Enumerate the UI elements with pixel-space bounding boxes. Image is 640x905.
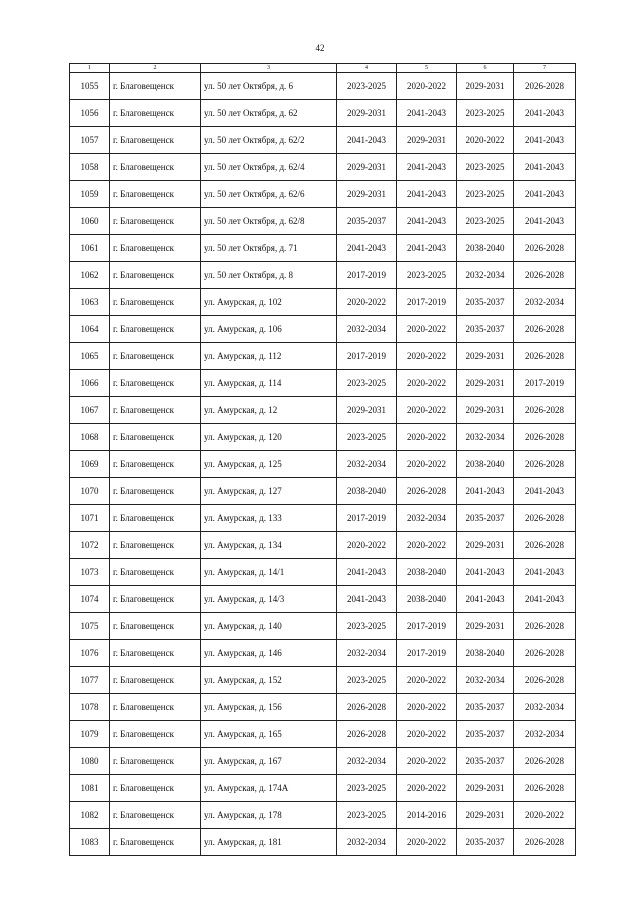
period-cell: 2029-2031	[397, 127, 457, 154]
row-number-cell: 1080	[70, 748, 110, 775]
table-row	[70, 748, 576, 775]
period-cell: 2041-2043	[337, 235, 397, 262]
city-cell: г. Благовещенск	[110, 235, 201, 262]
table-row	[70, 451, 576, 478]
table-row	[70, 478, 576, 505]
table-body	[70, 73, 576, 856]
period-cell: 2038-2040	[457, 640, 514, 667]
period-cell: 2029-2031	[457, 775, 514, 802]
city-cell: г. Благовещенск	[110, 478, 201, 505]
address-cell: ул. Амурская, д. 12	[201, 397, 337, 424]
address-cell: ул. 50 лет Октября, д. 62/4	[201, 154, 337, 181]
period-cell: 2032-2034	[457, 262, 514, 289]
column-header: 7	[514, 64, 576, 73]
city-cell: г. Благовещенск	[110, 208, 201, 235]
city-cell: г. Благовещенск	[110, 424, 201, 451]
period-cell: 2029-2031	[457, 397, 514, 424]
row-number-cell: 1073	[70, 559, 110, 586]
period-cell: 2038-2040	[457, 235, 514, 262]
row-number-cell: 1082	[70, 802, 110, 829]
period-cell: 2020-2022	[337, 289, 397, 316]
city-cell: г. Благовещенск	[110, 343, 201, 370]
period-cell: 2041-2043	[514, 127, 576, 154]
period-cell: 2026-2028	[514, 316, 576, 343]
row-number-cell: 1065	[70, 343, 110, 370]
city-cell: г. Благовещенск	[110, 748, 201, 775]
city-cell: г. Благовещенск	[110, 262, 201, 289]
period-cell: 2014-2016	[397, 802, 457, 829]
address-cell: ул. Амурская, д. 125	[201, 451, 337, 478]
period-cell: 2038-2040	[397, 586, 457, 613]
page-number: 42	[315, 43, 325, 53]
address-cell: ул. Амурская, д. 152	[201, 667, 337, 694]
period-cell: 2035-2037	[337, 208, 397, 235]
period-cell: 2017-2019	[337, 505, 397, 532]
table-row	[70, 667, 576, 694]
period-cell: 2035-2037	[457, 505, 514, 532]
city-cell: г. Благовещенск	[110, 559, 201, 586]
table-row	[70, 316, 576, 343]
period-cell: 2041-2043	[397, 100, 457, 127]
period-cell: 2023-2025	[457, 208, 514, 235]
row-number-cell: 1062	[70, 262, 110, 289]
column-header: 1	[70, 64, 110, 73]
row-number-cell: 1075	[70, 613, 110, 640]
table-row	[70, 370, 576, 397]
period-cell: 2035-2037	[457, 289, 514, 316]
city-cell: г. Благовещенск	[110, 667, 201, 694]
table-row	[70, 100, 576, 127]
period-cell: 2041-2043	[514, 586, 576, 613]
period-cell: 2020-2022	[337, 532, 397, 559]
city-cell: г. Благовещенск	[110, 505, 201, 532]
address-cell: ул. Амурская, д. 165	[201, 721, 337, 748]
period-cell: 2026-2028	[337, 721, 397, 748]
period-cell: 2020-2022	[397, 667, 457, 694]
period-cell: 2020-2022	[397, 370, 457, 397]
period-cell: 2038-2040	[397, 559, 457, 586]
period-cell: 2041-2043	[457, 586, 514, 613]
table-row	[70, 640, 576, 667]
table-row	[70, 154, 576, 181]
period-cell: 2029-2031	[337, 397, 397, 424]
period-cell: 2038-2040	[337, 478, 397, 505]
period-cell: 2023-2025	[457, 154, 514, 181]
period-cell: 2038-2040	[457, 451, 514, 478]
table-row	[70, 775, 576, 802]
period-cell: 2032-2034	[337, 748, 397, 775]
row-number-cell: 1068	[70, 424, 110, 451]
period-cell: 2029-2031	[457, 370, 514, 397]
period-cell: 2035-2037	[457, 316, 514, 343]
period-cell: 2032-2034	[397, 505, 457, 532]
address-cell: ул. 50 лет Октября, д. 62/2	[201, 127, 337, 154]
period-cell: 2032-2034	[337, 829, 397, 856]
period-cell: 2020-2022	[457, 127, 514, 154]
row-number-cell: 1058	[70, 154, 110, 181]
table-row	[70, 829, 576, 856]
period-cell: 2020-2022	[397, 532, 457, 559]
period-cell: 2026-2028	[514, 775, 576, 802]
column-header: 2	[110, 64, 201, 73]
period-cell: 2020-2022	[514, 802, 576, 829]
period-cell: 2041-2043	[514, 181, 576, 208]
period-cell: 2026-2028	[514, 397, 576, 424]
period-cell: 2029-2031	[337, 100, 397, 127]
city-cell: г. Благовещенск	[110, 613, 201, 640]
table-row	[70, 397, 576, 424]
period-cell: 2029-2031	[457, 802, 514, 829]
address-cell: ул. 50 лет Октября, д. 62/8	[201, 208, 337, 235]
period-cell: 2032-2034	[457, 667, 514, 694]
period-cell: 2023-2025	[397, 262, 457, 289]
period-cell: 2041-2043	[397, 154, 457, 181]
period-cell: 2017-2019	[337, 262, 397, 289]
city-cell: г. Благовещенск	[110, 316, 201, 343]
period-cell: 2041-2043	[514, 208, 576, 235]
address-cell: ул. Амурская, д. 174А	[201, 775, 337, 802]
period-cell: 2032-2034	[337, 640, 397, 667]
table-row	[70, 127, 576, 154]
address-cell: ул. Амурская, д. 134	[201, 532, 337, 559]
period-cell: 2029-2031	[457, 73, 514, 100]
row-number-cell: 1072	[70, 532, 110, 559]
table-row	[70, 586, 576, 613]
column-header: 4	[337, 64, 397, 73]
period-cell: 2017-2019	[397, 289, 457, 316]
city-cell: г. Благовещенск	[110, 532, 201, 559]
table-row	[70, 532, 576, 559]
table-row	[70, 505, 576, 532]
period-cell: 2026-2028	[514, 532, 576, 559]
table-row	[70, 343, 576, 370]
address-cell: ул. Амурская, д. 133	[201, 505, 337, 532]
period-cell: 2020-2022	[397, 397, 457, 424]
address-cell: ул. Амурская, д. 102	[201, 289, 337, 316]
city-cell: г. Благовещенск	[110, 775, 201, 802]
row-number-cell: 1057	[70, 127, 110, 154]
period-cell: 2017-2019	[397, 613, 457, 640]
address-cell: ул. Амурская, д. 167	[201, 748, 337, 775]
period-cell: 2026-2028	[514, 262, 576, 289]
period-cell: 2026-2028	[514, 640, 576, 667]
period-cell: 2041-2043	[397, 208, 457, 235]
row-number-cell: 1064	[70, 316, 110, 343]
period-cell: 2020-2022	[397, 343, 457, 370]
table-row	[70, 694, 576, 721]
city-cell: г. Благовещенск	[110, 640, 201, 667]
address-cell: ул. 50 лет Октября, д. 62/6	[201, 181, 337, 208]
period-cell: 2029-2031	[337, 181, 397, 208]
period-cell: 2023-2025	[457, 100, 514, 127]
period-cell: 2023-2025	[337, 370, 397, 397]
address-cell: ул. 50 лет Октября, д. 62	[201, 100, 337, 127]
city-cell: г. Благовещенск	[110, 100, 201, 127]
period-cell: 2026-2028	[514, 613, 576, 640]
period-cell: 2032-2034	[514, 694, 576, 721]
period-cell: 2020-2022	[397, 73, 457, 100]
address-cell: ул. Амурская, д. 140	[201, 613, 337, 640]
row-number-cell: 1083	[70, 829, 110, 856]
period-cell: 2032-2034	[337, 316, 397, 343]
period-cell: 2029-2031	[337, 154, 397, 181]
period-cell: 2041-2043	[397, 235, 457, 262]
period-cell: 2041-2043	[337, 559, 397, 586]
period-cell: 2020-2022	[397, 829, 457, 856]
period-cell: 2035-2037	[457, 829, 514, 856]
period-cell: 2023-2025	[337, 424, 397, 451]
period-cell: 2026-2028	[514, 451, 576, 478]
period-cell: 2017-2019	[514, 370, 576, 397]
row-number-cell: 1076	[70, 640, 110, 667]
period-cell: 2020-2022	[397, 694, 457, 721]
period-cell: 2026-2028	[337, 694, 397, 721]
row-number-cell: 1066	[70, 370, 110, 397]
period-cell: 2026-2028	[514, 667, 576, 694]
city-cell: г. Благовещенск	[110, 181, 201, 208]
period-cell: 2020-2022	[397, 775, 457, 802]
table-row	[70, 262, 576, 289]
column-number-row	[70, 64, 576, 73]
row-number-cell: 1077	[70, 667, 110, 694]
row-number-cell: 1060	[70, 208, 110, 235]
address-cell: ул. 50 лет Октября, д. 71	[201, 235, 337, 262]
row-number-cell: 1070	[70, 478, 110, 505]
period-cell: 2041-2043	[397, 181, 457, 208]
row-number-cell: 1069	[70, 451, 110, 478]
period-cell: 2026-2028	[514, 343, 576, 370]
period-cell: 2041-2043	[337, 586, 397, 613]
period-cell: 2041-2043	[457, 478, 514, 505]
row-number-cell: 1067	[70, 397, 110, 424]
period-cell: 2032-2034	[514, 289, 576, 316]
address-cell: ул. Амурская, д. 106	[201, 316, 337, 343]
city-cell: г. Благовещенск	[110, 802, 201, 829]
column-header: 6	[457, 64, 514, 73]
address-cell: ул. Амурская, д. 14/3	[201, 586, 337, 613]
period-cell: 2026-2028	[514, 829, 576, 856]
period-cell: 2041-2043	[514, 478, 576, 505]
period-cell: 2017-2019	[337, 343, 397, 370]
period-cell: 2020-2022	[397, 721, 457, 748]
period-cell: 2026-2028	[514, 235, 576, 262]
period-cell: 2023-2025	[337, 613, 397, 640]
address-cell: ул. Амурская, д. 146	[201, 640, 337, 667]
city-cell: г. Благовещенск	[110, 586, 201, 613]
city-cell: г. Благовещенск	[110, 127, 201, 154]
city-cell: г. Благовещенск	[110, 289, 201, 316]
column-header: 3	[201, 64, 337, 73]
table-row	[70, 73, 576, 100]
table-row	[70, 181, 576, 208]
address-cell: ул. Амурская, д. 181	[201, 829, 337, 856]
period-cell: 2041-2043	[514, 100, 576, 127]
table-row	[70, 559, 576, 586]
city-cell: г. Благовещенск	[110, 694, 201, 721]
table-row	[70, 424, 576, 451]
period-cell: 2023-2025	[337, 802, 397, 829]
city-cell: г. Благовещенск	[110, 451, 201, 478]
period-cell: 2035-2037	[457, 694, 514, 721]
table-row	[70, 235, 576, 262]
row-number-cell: 1056	[70, 100, 110, 127]
address-cell: ул. Амурская, д. 120	[201, 424, 337, 451]
period-cell: 2026-2028	[514, 748, 576, 775]
period-cell: 2032-2034	[337, 451, 397, 478]
table-row	[70, 802, 576, 829]
address-cell: ул. Амурская, д. 114	[201, 370, 337, 397]
row-number-cell: 1079	[70, 721, 110, 748]
city-cell: г. Благовещенск	[110, 73, 201, 100]
period-cell: 2020-2022	[397, 451, 457, 478]
table-row	[70, 721, 576, 748]
row-number-cell: 1061	[70, 235, 110, 262]
period-cell: 2041-2043	[337, 127, 397, 154]
period-cell: 2035-2037	[457, 748, 514, 775]
row-number-cell: 1078	[70, 694, 110, 721]
city-cell: г. Благовещенск	[110, 721, 201, 748]
row-number-cell: 1081	[70, 775, 110, 802]
row-number-cell: 1059	[70, 181, 110, 208]
period-cell: 2032-2034	[457, 424, 514, 451]
address-cell: ул. 50 лет Октября, д. 6	[201, 73, 337, 100]
period-cell: 2029-2031	[457, 613, 514, 640]
row-number-cell: 1071	[70, 505, 110, 532]
period-cell: 2023-2025	[337, 73, 397, 100]
period-cell: 2023-2025	[337, 775, 397, 802]
table-row	[70, 613, 576, 640]
period-cell: 2020-2022	[397, 424, 457, 451]
period-cell: 2029-2031	[457, 532, 514, 559]
period-cell: 2026-2028	[514, 424, 576, 451]
address-cell: ул. Амурская, д. 112	[201, 343, 337, 370]
address-cell: ул. Амурская, д. 14/1	[201, 559, 337, 586]
period-cell: 2017-2019	[397, 640, 457, 667]
row-number-cell: 1055	[70, 73, 110, 100]
period-cell: 2029-2031	[457, 343, 514, 370]
table-row	[70, 208, 576, 235]
address-cell: ул. Амурская, д. 178	[201, 802, 337, 829]
table-row	[70, 289, 576, 316]
period-cell: 2023-2025	[337, 667, 397, 694]
period-cell: 2026-2028	[514, 505, 576, 532]
period-cell: 2026-2028	[397, 478, 457, 505]
period-cell: 2020-2022	[397, 748, 457, 775]
period-cell: 2041-2043	[457, 559, 514, 586]
row-number-cell: 1063	[70, 289, 110, 316]
address-cell: ул. Амурская, д. 127	[201, 478, 337, 505]
city-cell: г. Благовещенск	[110, 397, 201, 424]
period-cell: 2032-2034	[514, 721, 576, 748]
housing-schedule-table	[69, 63, 576, 856]
column-header: 5	[397, 64, 457, 73]
period-cell: 2020-2022	[397, 316, 457, 343]
address-cell: ул. 50 лет Октября, д. 8	[201, 262, 337, 289]
city-cell: г. Благовещенск	[110, 370, 201, 397]
period-cell: 2035-2037	[457, 721, 514, 748]
row-number-cell: 1074	[70, 586, 110, 613]
period-cell: 2041-2043	[514, 154, 576, 181]
period-cell: 2041-2043	[514, 559, 576, 586]
city-cell: г. Благовещенск	[110, 154, 201, 181]
period-cell: 2026-2028	[514, 73, 576, 100]
period-cell: 2023-2025	[457, 181, 514, 208]
address-cell: ул. Амурская, д. 156	[201, 694, 337, 721]
city-cell: г. Благовещенск	[110, 829, 201, 856]
